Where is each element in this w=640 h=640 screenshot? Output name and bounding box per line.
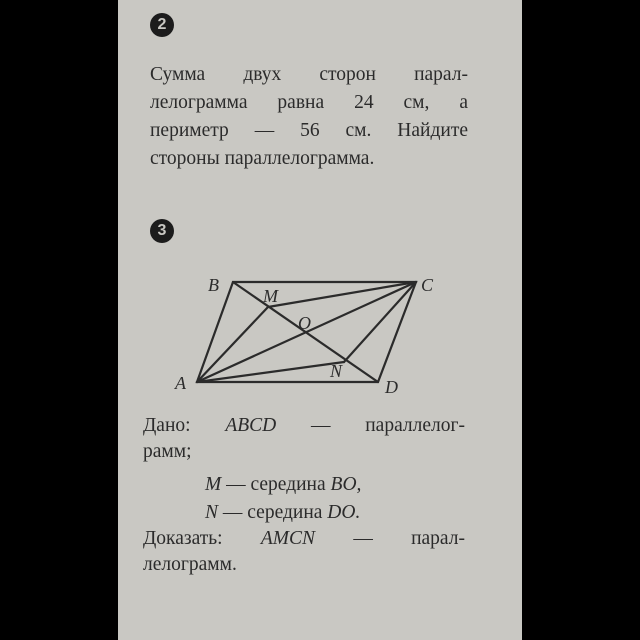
problem-2-line-1: Сумма двух сторон парал- bbox=[150, 64, 468, 85]
segment-cn bbox=[344, 282, 416, 362]
given-line-4: N — середина DO. bbox=[205, 502, 361, 523]
problem-2-line-4: стороны параллелограмма. bbox=[150, 148, 375, 169]
given-line-2: рамм; bbox=[143, 441, 192, 462]
given-line-3: M — середина BO, bbox=[205, 474, 362, 495]
prove-line-2: лелограмм. bbox=[143, 554, 237, 575]
problem-2-line-2: лелограмма равна 24 см, а bbox=[150, 92, 468, 113]
problem-3-number: 3 bbox=[150, 219, 174, 243]
label-o: O bbox=[298, 313, 311, 333]
problem-2-number: 2 bbox=[150, 13, 174, 37]
label-d: D bbox=[385, 377, 398, 397]
given-line-1: Дано: ABCD — параллелог- bbox=[143, 415, 465, 436]
segment-am bbox=[197, 307, 268, 382]
label-c: C bbox=[421, 275, 434, 295]
label-m: M bbox=[263, 286, 278, 306]
problem-2-line-3: периметр — 56 см. Найдите bbox=[150, 120, 468, 141]
label-n: N bbox=[330, 361, 343, 381]
label-a: A bbox=[175, 373, 186, 393]
label-b: B bbox=[208, 275, 219, 295]
segment-mc bbox=[268, 282, 416, 307]
prove-line-1: Доказать: AMCN — парал- bbox=[143, 528, 465, 549]
